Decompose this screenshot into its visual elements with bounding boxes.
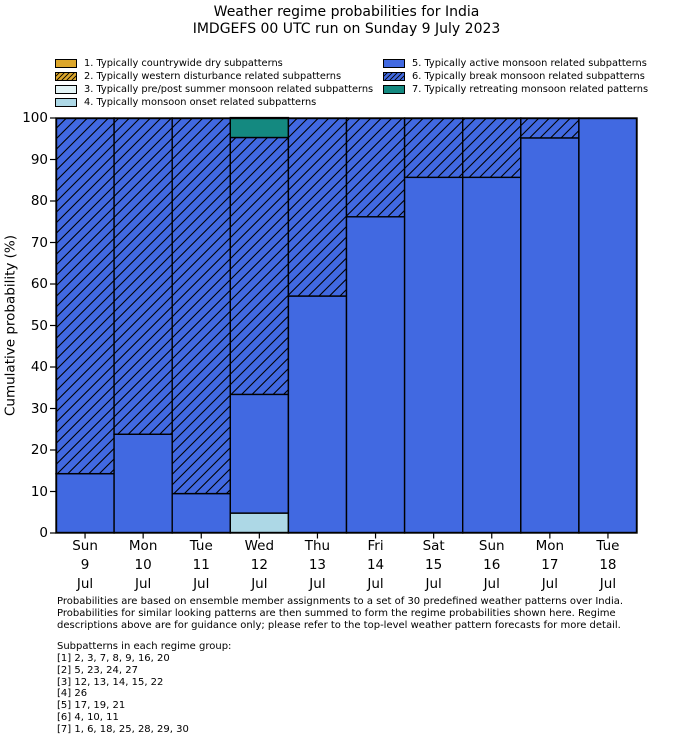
bar-segment-wed12-regime5 [230,394,288,513]
x-tick-label-tue11 [172,537,230,595]
y-tick-label-100: 100 [22,110,48,126]
legend-item-3 [55,83,373,95]
subpattern-line-1: [1] 2, 3, 7, 8, 9, 16, 20 [57,653,170,664]
x-tick-date: 17 [541,557,559,574]
x-tick-date: 10 [134,557,152,574]
x-tick-day: Mon [535,538,565,554]
x-tick-day: Fri [367,538,384,554]
chart-title: Weather regime probabilities for India [213,4,480,20]
x-tick-month: Jul [193,576,210,593]
footnote-line-1: Probabilities are based on ensemble member assignments to a set of 30 predefined weather patterns over India. [57,595,624,607]
bar-segment-sat15-regime5 [405,177,463,533]
x-tick-day: Tue [596,538,620,554]
x-tick-date: 18 [599,557,617,574]
bar-segment-thu13-regime5 [288,296,346,533]
stacked-bar-plot [56,118,637,533]
bar-segment-mon10-regime5 [114,434,172,533]
x-tick-label-wed12 [230,537,288,595]
y-tick-label-80: 80 [30,193,48,209]
x-tick-label-tue18 [579,537,637,595]
chart-subtitle: IMDGEFS 00 UTC run on Sunday 9 July 2023 [192,21,501,37]
subpattern-line-3: [3] 12, 13, 14, 15, 22 [57,676,164,688]
bar-segment-tue11-regime6 [172,118,230,494]
y-tick-label-30: 30 [30,400,48,417]
footnote-line-3: descriptions above are for guidance only; please refer to the top-level weather pattern forecasts for more detail. [57,619,621,631]
x-tick-label-thu13 [288,537,346,595]
legend-swatch-regime7-icon [383,85,405,94]
legend-swatch-regime5-icon [383,59,405,68]
y-axis-label: Cumulative probability (%) [2,234,19,417]
legend-swatch-regime3-icon [55,85,77,94]
x-tick-day: Mon [128,538,158,554]
y-tick-label-20: 20 [30,442,48,458]
subpattern-line-6: [6] 4, 10, 11 [57,711,119,723]
x-tick-month: Jul [541,576,558,593]
subpattern-line-7: [7] 1, 6, 18, 25, 28, 29, 30 [57,723,189,735]
x-tick-day: Sun [72,538,98,554]
x-tick-date: 15 [425,557,443,574]
bar-segment-sat15-regime6 [405,118,463,177]
legend-swatch-regime6-icon [383,72,405,81]
x-tick-date: 11 [192,557,210,574]
x-tick-month: Jul [425,576,442,593]
bar-segment-fri14-regime6 [347,118,405,217]
legend-item-label: 5. Typically active monsoon related subpatterns [412,57,647,69]
legend-item-label: 2. Typically western disturbance related subpatterns [84,70,342,82]
legend-item-4 [55,97,316,109]
x-tick-day: Sat [422,538,445,554]
x-tick-day: Sun [478,538,505,554]
x-tick-month: Jul [309,576,326,593]
y-tick-label-60: 60 [30,276,48,292]
x-tick-label-fri14 [347,537,405,595]
x-tick-date: 9 [80,557,90,574]
x-tick-day: Wed [244,538,275,554]
x-tick-date: 13 [308,557,327,574]
x-tick-label-sat15 [405,537,463,595]
bar-segment-wed12-regime6 [230,138,288,395]
y-tick-label-70: 70 [30,234,48,251]
legend-item-2 [55,70,341,82]
subpattern-line-4: [4] 26 [57,688,88,700]
bar-segment-mon17-regime5 [521,138,579,533]
x-tick-month: Jul [483,576,500,593]
bar-segment-sun9-regime5 [56,474,114,533]
x-tick-day: Thu [304,538,331,554]
bar-segment-mon17-regime6 [521,118,579,138]
x-tick-date: 14 [366,557,385,574]
x-tick-month: Jul [599,576,617,593]
x-tick-month: Jul [76,576,94,593]
y-tick-label-40: 40 [30,359,48,375]
legend-item-label: 7. Typically retreating monsoon related patterns [412,83,649,95]
bar-segment-mon10-regime6 [114,118,172,434]
subpattern-line-2: [2] 5, 23, 24, 27 [57,664,138,676]
x-tick-label-sun16 [463,537,521,595]
bar-segment-tue18-regime5 [579,118,637,533]
x-tick-month: Jul [367,576,384,593]
legend-item-label: 3. Typically pre/post summer monsoon related subpatterns [84,83,374,95]
bar-segment-wed12-regime4 [230,513,288,533]
bar-segment-sun9-regime6 [56,118,114,474]
subpatterns-heading: Subpatterns in each regime group: [57,641,232,652]
y-tick-label-0: 0 [39,525,48,541]
bar-segment-thu13-regime6 [288,118,346,296]
legend-item-label: 4. Typically monsoon onset related subpatterns [84,97,317,109]
bar-segment-sun16-regime6 [463,118,521,177]
x-tick-month: Jul [134,576,152,593]
y-tick-label-50: 50 [30,317,48,334]
legend-item-6 [383,70,645,82]
legend-item-label: 6. Typically break monsoon related subpatterns [412,70,645,82]
bar-segment-tue11-regime5 [172,494,230,533]
legend-item-5 [383,57,647,69]
legend-swatch-regime4-icon [55,98,77,107]
x-tick-date: 12 [250,557,268,574]
y-tick-label-90: 90 [30,151,48,168]
bar-segment-wed12-regime7 [230,118,288,138]
legend-swatch-regime2-icon [55,72,77,81]
legend-item-1 [55,57,283,69]
x-tick-label-sun9 [56,537,114,595]
x-tick-day: Tue [189,538,213,554]
x-tick-label-mon17 [521,537,579,595]
legend-item-label: 1. Typically countrywide dry subpatterns [84,57,283,69]
x-tick-label-mon10 [114,537,172,595]
x-tick-date: 16 [483,557,501,574]
y-tick-label-10: 10 [30,483,48,500]
subpattern-line-5: [5] 17, 19, 21 [57,700,126,711]
footnote-line-2: Probabilities for similar looking patterns are then summed to form the regime probabilities shown here. Regime [57,607,616,619]
legend-item-7 [383,83,648,95]
x-tick-month: Jul [251,576,268,593]
bar-segment-fri14-regime5 [347,217,405,533]
legend-swatch-regime1-icon [55,59,77,68]
bar-segment-sun16-regime5 [463,177,521,533]
